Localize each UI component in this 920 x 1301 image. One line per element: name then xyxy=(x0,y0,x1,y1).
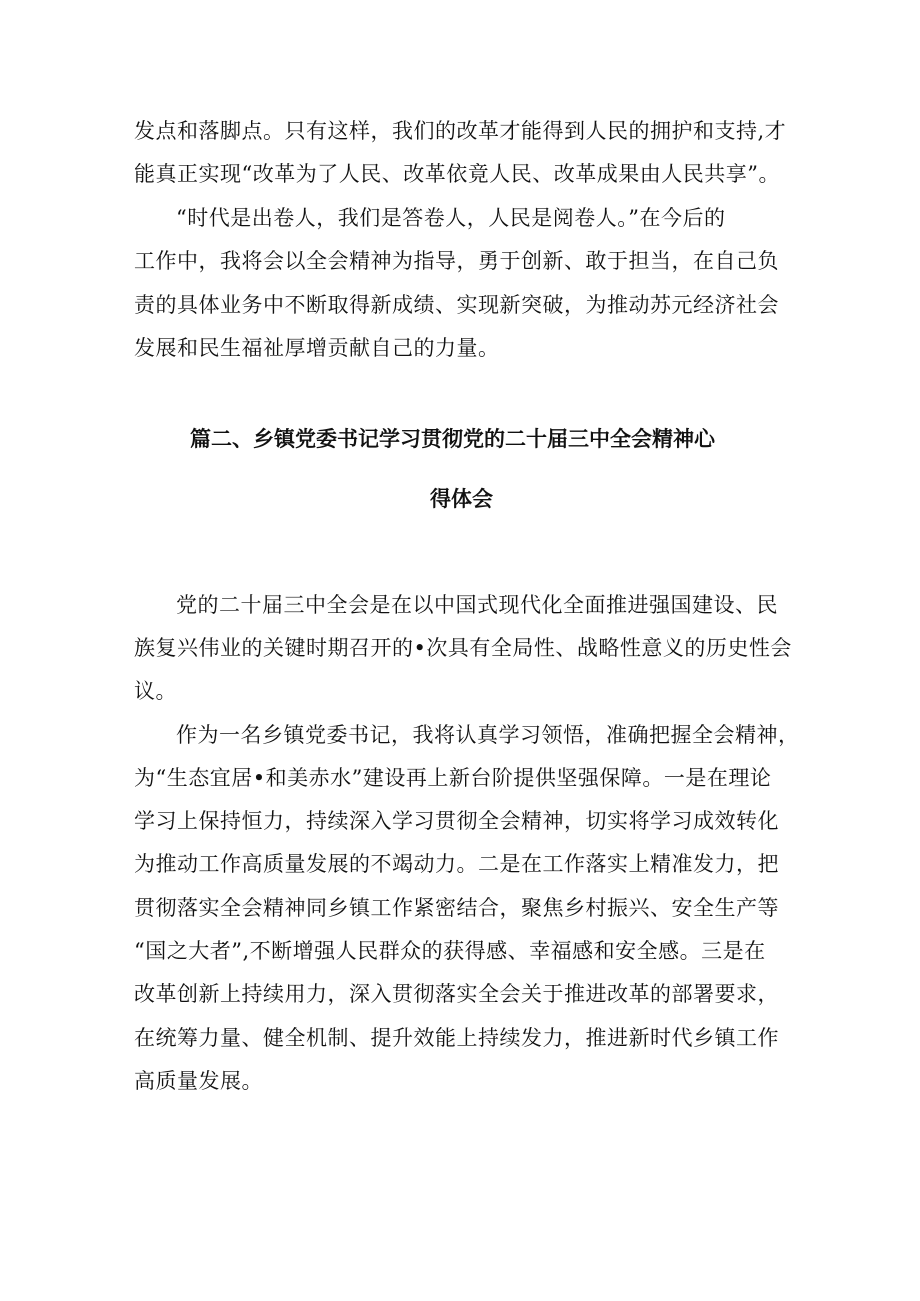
section-title-line-2: 得体会 xyxy=(430,487,493,511)
paragraph-2-line-2: 为“生态宜居•和美赤水”建设再上新台阶提供坚强保障。一是在理论 xyxy=(134,766,772,790)
paragraph-2-line-8: 在统筹力量、健全机制、提升效能上持续发力，推进新时代乡镇工作 xyxy=(134,1026,779,1050)
paragraph-2-line-7: 改革创新上持续用力，深入贯彻落实全会关于推进改革的部署要求， xyxy=(134,982,779,1006)
paragraph-2-line-6: “国之大者”,不断增强人民群众的获得感、幸福感和安全感。三是在 xyxy=(134,939,766,963)
paragraph-1-line-1: 党的二十届三中全会是在以中国式现代化全面推进强国建设、民 xyxy=(176,593,778,617)
paragraph-1-line-3: 议。 xyxy=(134,679,177,703)
paragraph-2-line-5: 贯彻落实全会精神同乡镇工作紧密结合，聚焦乡村振兴、安全生产等 xyxy=(134,896,779,920)
paragraph-2-line-3: 学习上保持恒力，持续深入学习贯彻全会精神，切实将学习成效转化 xyxy=(134,809,779,833)
paragraph-2-line-4: 为推动工作高质量发展的不竭动力。二是在工作落实上精准发力，把 xyxy=(134,852,779,876)
paragraph-2-line-1: 作为一名乡镇党委书记，我将认真学习领悟，准确把握全会精神， xyxy=(176,723,800,747)
closing-line-2: 工作中，我将会以全会精神为指导，勇于创新、敢于担当，在自己负 xyxy=(134,249,779,273)
closing-line-4: 发展和民生福祉厚增贡献自己的力量。 xyxy=(134,336,500,360)
continuation-line-1: 发点和落脚点。只有这样，我们的改革才能得到人民的拥护和支持,才 xyxy=(134,119,787,143)
paragraph-1-line-2: 族复兴伟业的关键时期召开的•次具有全局性、战略性意义的历史性会 xyxy=(134,636,792,660)
section-title-line-1: 篇二、乡镇党委书记学习贯彻党的二十届三中全会精神心 xyxy=(190,427,715,451)
continuation-line-2: 能真正实现“改革为了人民、改革依竟人民、改革成果由人民共享”。 xyxy=(134,162,780,186)
closing-line-1: “时代是出卷人，我们是答卷人，人民是阅卷人。”在今后的 xyxy=(176,206,726,230)
closing-line-3: 责的具体业务中不断取得新成绩、实现新突破，为推动苏元经济社会 xyxy=(134,293,779,317)
paragraph-2-line-9: 高质量发展。 xyxy=(134,1069,263,1093)
